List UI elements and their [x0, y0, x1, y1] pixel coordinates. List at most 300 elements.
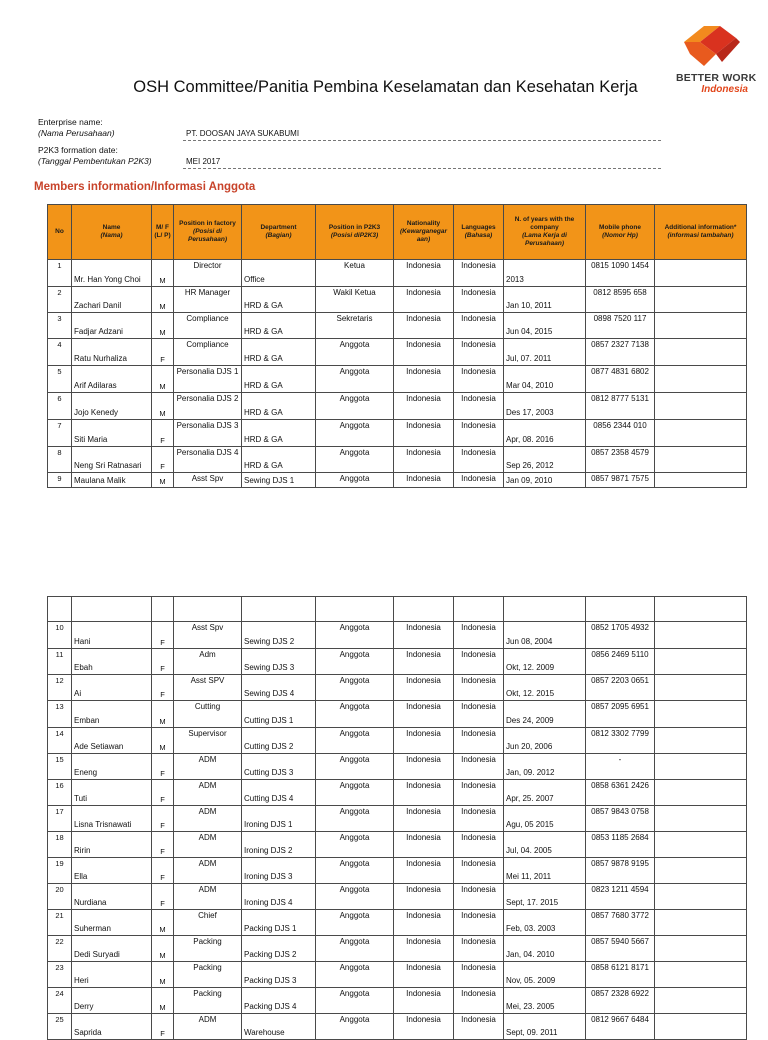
- cell-phone: 0857 9871 7575: [586, 473, 655, 488]
- cell-language: Indonesia: [454, 806, 504, 832]
- members-table-page-1: [47, 204, 747, 488]
- formation-date-label-id: (Tanggal Pembentukan P2K3): [38, 156, 152, 166]
- cell-years: Mei, 23. 2005: [504, 988, 586, 1014]
- cell-no: 23: [48, 962, 72, 988]
- table-row: [48, 1014, 747, 1040]
- cell-department: Sewing DJS 3: [242, 649, 316, 675]
- cell-name: Emban: [72, 701, 152, 728]
- cell-language: Indonesia: [454, 473, 504, 488]
- cell-department: Sewing DJS 4: [242, 675, 316, 701]
- cell-language: Indonesia: [454, 728, 504, 754]
- cell-position: Director: [174, 260, 242, 287]
- cell-additional: [655, 393, 747, 420]
- cell-nationality: Indonesia: [394, 884, 454, 910]
- cell-p2k3-position: Anggota: [316, 988, 394, 1014]
- cell-phone: 0857 2327 7138: [586, 339, 655, 366]
- cell-additional: [655, 366, 747, 393]
- cell-sex: F: [152, 339, 174, 366]
- cell-department: HRD & GA: [242, 339, 316, 366]
- cell-sex: F: [152, 649, 174, 675]
- cell-language: Indonesia: [454, 780, 504, 806]
- cell-no: 22: [48, 936, 72, 962]
- cell-additional: [655, 962, 747, 988]
- cell-phone: 0815 1090 1454: [586, 260, 655, 287]
- cell-years: Sep 26, 2012: [504, 447, 586, 473]
- cell-p2k3-position: Anggota: [316, 936, 394, 962]
- cell-language: Indonesia: [454, 260, 504, 287]
- cell-position: Packing: [174, 988, 242, 1014]
- header-department: Department (Bagian): [242, 205, 316, 260]
- cell-nationality: Indonesia: [394, 754, 454, 780]
- header-additional: Additional information* (informasi tambahan): [655, 205, 747, 260]
- cell-p2k3-position: Anggota: [316, 473, 394, 488]
- cell-nationality: Indonesia: [394, 962, 454, 988]
- members-table-body-page-2: [48, 597, 747, 1040]
- cell-department: Cutting DJS 1: [242, 701, 316, 728]
- header-languages: Languages (Bahasa): [454, 205, 504, 260]
- cell-sex: M: [152, 728, 174, 754]
- cell-additional: [655, 806, 747, 832]
- cell-position: Personalia DJS 1: [174, 366, 242, 393]
- cell-name: Jojo Kenedy: [72, 393, 152, 420]
- cell-years: Mei 11, 2011: [504, 858, 586, 884]
- cell-nationality: Indonesia: [394, 393, 454, 420]
- cell-name: Siti Maria: [72, 420, 152, 447]
- cell-phone: 0858 6361 2426: [586, 780, 655, 806]
- cell-position: Adm: [174, 649, 242, 675]
- cell-p2k3-position: Anggota: [316, 622, 394, 649]
- cell-name: Saprida: [72, 1014, 152, 1040]
- cell-name: Dedi Suryadi: [72, 936, 152, 962]
- empty-header-row: [48, 597, 747, 622]
- cell-language: Indonesia: [454, 701, 504, 728]
- cell-p2k3-position: Ketua: [316, 260, 394, 287]
- cell-name: Ade Setiawan: [72, 728, 152, 754]
- cell-p2k3-position: Anggota: [316, 754, 394, 780]
- cell-no: 2: [48, 287, 72, 313]
- enterprise-label: Enterprise name:: [38, 117, 103, 127]
- cell-years: Okt, 12. 2015: [504, 675, 586, 701]
- cell-years: Apr, 25. 2007: [504, 780, 586, 806]
- cell-years: Jul, 07. 2011: [504, 339, 586, 366]
- members-table-body-page-1: [48, 260, 747, 488]
- cell-additional: [655, 728, 747, 754]
- cell-name: Hani: [72, 622, 152, 649]
- cell-phone: 0857 9843 0758: [586, 806, 655, 832]
- cell-department: Packing DJS 1: [242, 910, 316, 936]
- formation-date-underline: [183, 168, 661, 169]
- formation-date-value: MEI 2017: [186, 157, 221, 166]
- cell-sex: M: [152, 701, 174, 728]
- header-name: Name (Nama): [72, 205, 152, 260]
- table-row: [48, 936, 747, 962]
- table-row: [48, 447, 747, 473]
- cell-no: 14: [48, 728, 72, 754]
- cell-no: 9: [48, 473, 72, 488]
- cell-language: Indonesia: [454, 675, 504, 701]
- cell-years: Mar 04, 2010: [504, 366, 586, 393]
- cell-language: Indonesia: [454, 910, 504, 936]
- cell-p2k3-position: Anggota: [316, 858, 394, 884]
- better-work-logo-mark: [676, 22, 748, 70]
- cell-nationality: Indonesia: [394, 649, 454, 675]
- cell-nationality: Indonesia: [394, 988, 454, 1014]
- cell-department: Packing DJS 4: [242, 988, 316, 1014]
- cell-position: ADM: [174, 754, 242, 780]
- cell-name: Ratu Nurhaliza: [72, 339, 152, 366]
- cell-position: Personalia DJS 2: [174, 393, 242, 420]
- cell-phone: 0823 1211 4594: [586, 884, 655, 910]
- cell-additional: [655, 858, 747, 884]
- cell-no: 17: [48, 806, 72, 832]
- table-row: [48, 806, 747, 832]
- cell-nationality: Indonesia: [394, 447, 454, 473]
- cell-name: Ebah: [72, 649, 152, 675]
- cell-years: Okt, 12. 2009: [504, 649, 586, 675]
- cell-no: 19: [48, 858, 72, 884]
- cell-p2k3-position: Anggota: [316, 910, 394, 936]
- cell-department: Ironing DJS 1: [242, 806, 316, 832]
- cell-years: Jan 09, 2010: [504, 473, 586, 488]
- cell-position: ADM: [174, 832, 242, 858]
- cell-years: Jun 04, 2015: [504, 313, 586, 339]
- cell-department: HRD & GA: [242, 393, 316, 420]
- cell-nationality: Indonesia: [394, 936, 454, 962]
- cell-position: ADM: [174, 858, 242, 884]
- cell-department: Sewing DJS 2: [242, 622, 316, 649]
- cell-language: Indonesia: [454, 936, 504, 962]
- cell-name: Zachari Danil: [72, 287, 152, 313]
- table-row: [48, 366, 747, 393]
- cell-department: Office: [242, 260, 316, 287]
- cell-years: Feb, 03. 2003: [504, 910, 586, 936]
- cell-no: 12: [48, 675, 72, 701]
- page-title: OSH Committee/Panitia Pembina Keselamatan dan Kesehatan Kerja: [133, 78, 638, 96]
- cell-nationality: Indonesia: [394, 313, 454, 339]
- cell-department: HRD & GA: [242, 287, 316, 313]
- cell-sex: F: [152, 675, 174, 701]
- cell-language: Indonesia: [454, 884, 504, 910]
- cell-years: Sept, 17. 2015: [504, 884, 586, 910]
- cell-years: Sept, 09. 2011: [504, 1014, 586, 1040]
- cell-language: Indonesia: [454, 447, 504, 473]
- cell-phone: -: [586, 754, 655, 780]
- cell-nationality: Indonesia: [394, 780, 454, 806]
- cell-name: Maulana Malik: [72, 473, 152, 488]
- cell-years: Jul, 04. 2005: [504, 832, 586, 858]
- cell-name: Fadjar Adzani: [72, 313, 152, 339]
- cell-sex: M: [152, 962, 174, 988]
- cell-nationality: Indonesia: [394, 806, 454, 832]
- cell-phone: 0853 1185 2684: [586, 832, 655, 858]
- cell-nationality: Indonesia: [394, 473, 454, 488]
- cell-sex: F: [152, 832, 174, 858]
- cell-department: Packing DJS 2: [242, 936, 316, 962]
- cell-name: Ai: [72, 675, 152, 701]
- cell-phone: 0856 2469 5110: [586, 649, 655, 675]
- cell-years: Jun 08, 2004: [504, 622, 586, 649]
- cell-language: Indonesia: [454, 754, 504, 780]
- cell-phone: 0812 8595 658: [586, 287, 655, 313]
- cell-additional: [655, 910, 747, 936]
- cell-p2k3-position: Anggota: [316, 649, 394, 675]
- cell-nationality: Indonesia: [394, 701, 454, 728]
- cell-nationality: Indonesia: [394, 1014, 454, 1040]
- cell-nationality: Indonesia: [394, 420, 454, 447]
- cell-additional: [655, 701, 747, 728]
- cell-p2k3-position: Sekretaris: [316, 313, 394, 339]
- cell-additional: [655, 287, 747, 313]
- cell-sex: F: [152, 420, 174, 447]
- cell-no: 24: [48, 988, 72, 1014]
- cell-position: Compliance: [174, 313, 242, 339]
- cell-language: Indonesia: [454, 393, 504, 420]
- table-row: [48, 988, 747, 1014]
- cell-sex: M: [152, 936, 174, 962]
- cell-p2k3-position: Anggota: [316, 832, 394, 858]
- cell-position: Personalia DJS 4: [174, 447, 242, 473]
- cell-name: Neng Sri Ratnasari: [72, 447, 152, 473]
- cell-additional: [655, 780, 747, 806]
- logo-text-indonesia: Indonesia: [701, 84, 748, 95]
- cell-years: 2013: [504, 260, 586, 287]
- cell-language: Indonesia: [454, 858, 504, 884]
- cell-additional: [655, 754, 747, 780]
- cell-name: Eneng: [72, 754, 152, 780]
- cell-department: HRD & GA: [242, 313, 316, 339]
- cell-name: Heri: [72, 962, 152, 988]
- cell-additional: [655, 884, 747, 910]
- cell-nationality: Indonesia: [394, 910, 454, 936]
- table-row: [48, 701, 747, 728]
- header-phone: Mobile phone (Nomor Hp): [586, 205, 655, 260]
- enterprise-value: PT. DOOSAN JAYA SUKABUMI: [186, 129, 300, 138]
- cell-nationality: Indonesia: [394, 675, 454, 701]
- cell-position: Personalia DJS 3: [174, 420, 242, 447]
- cell-language: Indonesia: [454, 622, 504, 649]
- cell-phone: 0857 5940 5667: [586, 936, 655, 962]
- cell-name: Nurdiana: [72, 884, 152, 910]
- cell-no: 15: [48, 754, 72, 780]
- cell-sex: M: [152, 473, 174, 488]
- cell-position: Asst Spv: [174, 622, 242, 649]
- cell-phone: 0857 2358 4579: [586, 447, 655, 473]
- cell-nationality: Indonesia: [394, 622, 454, 649]
- cell-phone: 0857 2328 6922: [586, 988, 655, 1014]
- cell-p2k3-position: Anggota: [316, 806, 394, 832]
- cell-p2k3-position: Anggota: [316, 447, 394, 473]
- cell-p2k3-position: Wakil Ketua: [316, 287, 394, 313]
- cell-p2k3-position: Anggota: [316, 393, 394, 420]
- cell-years: Jan, 09. 2012: [504, 754, 586, 780]
- cell-position: ADM: [174, 1014, 242, 1040]
- table-row: [48, 473, 747, 488]
- cell-language: Indonesia: [454, 649, 504, 675]
- cell-sex: F: [152, 1014, 174, 1040]
- cell-additional: [655, 420, 747, 447]
- cell-p2k3-position: Anggota: [316, 675, 394, 701]
- header-no: No: [48, 205, 72, 260]
- cell-p2k3-position: Anggota: [316, 366, 394, 393]
- cell-no: 4: [48, 339, 72, 366]
- cell-name: Arif Adilaras: [72, 366, 152, 393]
- cell-position: Chief: [174, 910, 242, 936]
- cell-no: 18: [48, 832, 72, 858]
- cell-no: 3: [48, 313, 72, 339]
- cell-years: Des 17, 2003: [504, 393, 586, 420]
- cell-language: Indonesia: [454, 287, 504, 313]
- cell-position: Cutting: [174, 701, 242, 728]
- cell-language: Indonesia: [454, 1014, 504, 1040]
- table-row: [48, 393, 747, 420]
- cell-sex: M: [152, 393, 174, 420]
- table-row: [48, 313, 747, 339]
- cell-nationality: Indonesia: [394, 728, 454, 754]
- table-row: [48, 260, 747, 287]
- cell-no: 21: [48, 910, 72, 936]
- cell-name: Suherman: [72, 910, 152, 936]
- table-row: [48, 910, 747, 936]
- cell-language: Indonesia: [454, 832, 504, 858]
- cell-position: Asst SPV: [174, 675, 242, 701]
- cell-additional: [655, 339, 747, 366]
- cell-sex: F: [152, 622, 174, 649]
- cell-no: 10: [48, 622, 72, 649]
- cell-nationality: Indonesia: [394, 832, 454, 858]
- cell-department: Ironing DJS 4: [242, 884, 316, 910]
- cell-phone: 0812 8777 5131: [586, 393, 655, 420]
- cell-name: Derry: [72, 988, 152, 1014]
- cell-p2k3-position: Anggota: [316, 339, 394, 366]
- cell-nationality: Indonesia: [394, 260, 454, 287]
- table-row: [48, 780, 747, 806]
- cell-no: 7: [48, 420, 72, 447]
- cell-department: HRD & GA: [242, 366, 316, 393]
- table-row: [48, 649, 747, 675]
- table-header-row: [48, 205, 747, 260]
- cell-sex: F: [152, 806, 174, 832]
- header-nationality: Nationality (Kewarganegar aan): [394, 205, 454, 260]
- cell-additional: [655, 447, 747, 473]
- cell-p2k3-position: Anggota: [316, 1014, 394, 1040]
- cell-language: Indonesia: [454, 366, 504, 393]
- cell-years: Agu, 05 2015: [504, 806, 586, 832]
- cell-name: Tuti: [72, 780, 152, 806]
- table-row: [48, 622, 747, 649]
- table-row: [48, 675, 747, 701]
- cell-name: Mr. Han Yong Choi: [72, 260, 152, 287]
- cell-sex: F: [152, 754, 174, 780]
- cell-no: 20: [48, 884, 72, 910]
- table-row: [48, 884, 747, 910]
- cell-position: Packing: [174, 936, 242, 962]
- cell-additional: [655, 936, 747, 962]
- cell-no: 11: [48, 649, 72, 675]
- cell-years: Jun 20, 2006: [504, 728, 586, 754]
- cell-department: Ironing DJS 2: [242, 832, 316, 858]
- cell-position: ADM: [174, 884, 242, 910]
- table-row: [48, 287, 747, 313]
- cell-phone: 0857 9878 9195: [586, 858, 655, 884]
- header-years: N. of years with the company (Lama Kerja di Perusahaan): [504, 205, 586, 260]
- cell-position: Asst Spv: [174, 473, 242, 488]
- cell-department: Cutting DJS 2: [242, 728, 316, 754]
- cell-phone: 0857 2203 0651: [586, 675, 655, 701]
- cell-department: Packing DJS 3: [242, 962, 316, 988]
- cell-phone: 0857 2095 6951: [586, 701, 655, 728]
- cell-name: Ella: [72, 858, 152, 884]
- cell-no: 25: [48, 1014, 72, 1040]
- cell-phone: 0852 1705 4932: [586, 622, 655, 649]
- cell-phone: 0812 3302 7799: [586, 728, 655, 754]
- cell-language: Indonesia: [454, 962, 504, 988]
- cell-language: Indonesia: [454, 988, 504, 1014]
- section-title: Members information/Informasi Anggota: [34, 181, 256, 193]
- cell-additional: [655, 832, 747, 858]
- cell-nationality: Indonesia: [394, 366, 454, 393]
- cell-p2k3-position: Anggota: [316, 728, 394, 754]
- table-row: [48, 420, 747, 447]
- cell-additional: [655, 1014, 747, 1040]
- table-row: [48, 962, 747, 988]
- cell-department: Warehouse: [242, 1014, 316, 1040]
- cell-position: ADM: [174, 806, 242, 832]
- cell-position: Supervisor: [174, 728, 242, 754]
- cell-years: Jan, 04. 2010: [504, 936, 586, 962]
- formation-date-label: P2K3 formation date:: [38, 145, 118, 155]
- header-position: Position in factory (Posisi di Perusahaan): [174, 205, 242, 260]
- cell-no: 6: [48, 393, 72, 420]
- cell-phone: 0856 2344 010: [586, 420, 655, 447]
- cell-sex: F: [152, 884, 174, 910]
- cell-additional: [655, 622, 747, 649]
- cell-p2k3-position: Anggota: [316, 701, 394, 728]
- cell-nationality: Indonesia: [394, 287, 454, 313]
- cell-additional: [655, 473, 747, 488]
- header-p2k3: Position in P2K3 (Posisi diP2K3): [316, 205, 394, 260]
- cell-sex: M: [152, 287, 174, 313]
- table-row: [48, 728, 747, 754]
- cell-no: 5: [48, 366, 72, 393]
- logo-text-better-work: BETTER WORK: [676, 72, 757, 84]
- cell-years: Des 24, 2009: [504, 701, 586, 728]
- cell-additional: [655, 988, 747, 1014]
- cell-nationality: Indonesia: [394, 858, 454, 884]
- cell-no: 13: [48, 701, 72, 728]
- cell-p2k3-position: Anggota: [316, 962, 394, 988]
- cell-department: Cutting DJS 3: [242, 754, 316, 780]
- cell-position: ADM: [174, 780, 242, 806]
- cell-additional: [655, 675, 747, 701]
- table-row: [48, 832, 747, 858]
- cell-phone: 0812 9667 6484: [586, 1014, 655, 1040]
- enterprise-underline: [183, 140, 661, 141]
- cell-additional: [655, 649, 747, 675]
- cell-p2k3-position: Anggota: [316, 884, 394, 910]
- cell-no: 16: [48, 780, 72, 806]
- cell-position: Compliance: [174, 339, 242, 366]
- cell-department: Sewing DJS 1: [242, 473, 316, 488]
- cell-years: Jan 10, 2011: [504, 287, 586, 313]
- cell-additional: [655, 260, 747, 287]
- cell-department: HRD & GA: [242, 420, 316, 447]
- cell-sex: M: [152, 313, 174, 339]
- cell-sex: F: [152, 447, 174, 473]
- cell-sex: M: [152, 910, 174, 936]
- cell-sex: F: [152, 858, 174, 884]
- cell-nationality: Indonesia: [394, 339, 454, 366]
- cell-sex: M: [152, 366, 174, 393]
